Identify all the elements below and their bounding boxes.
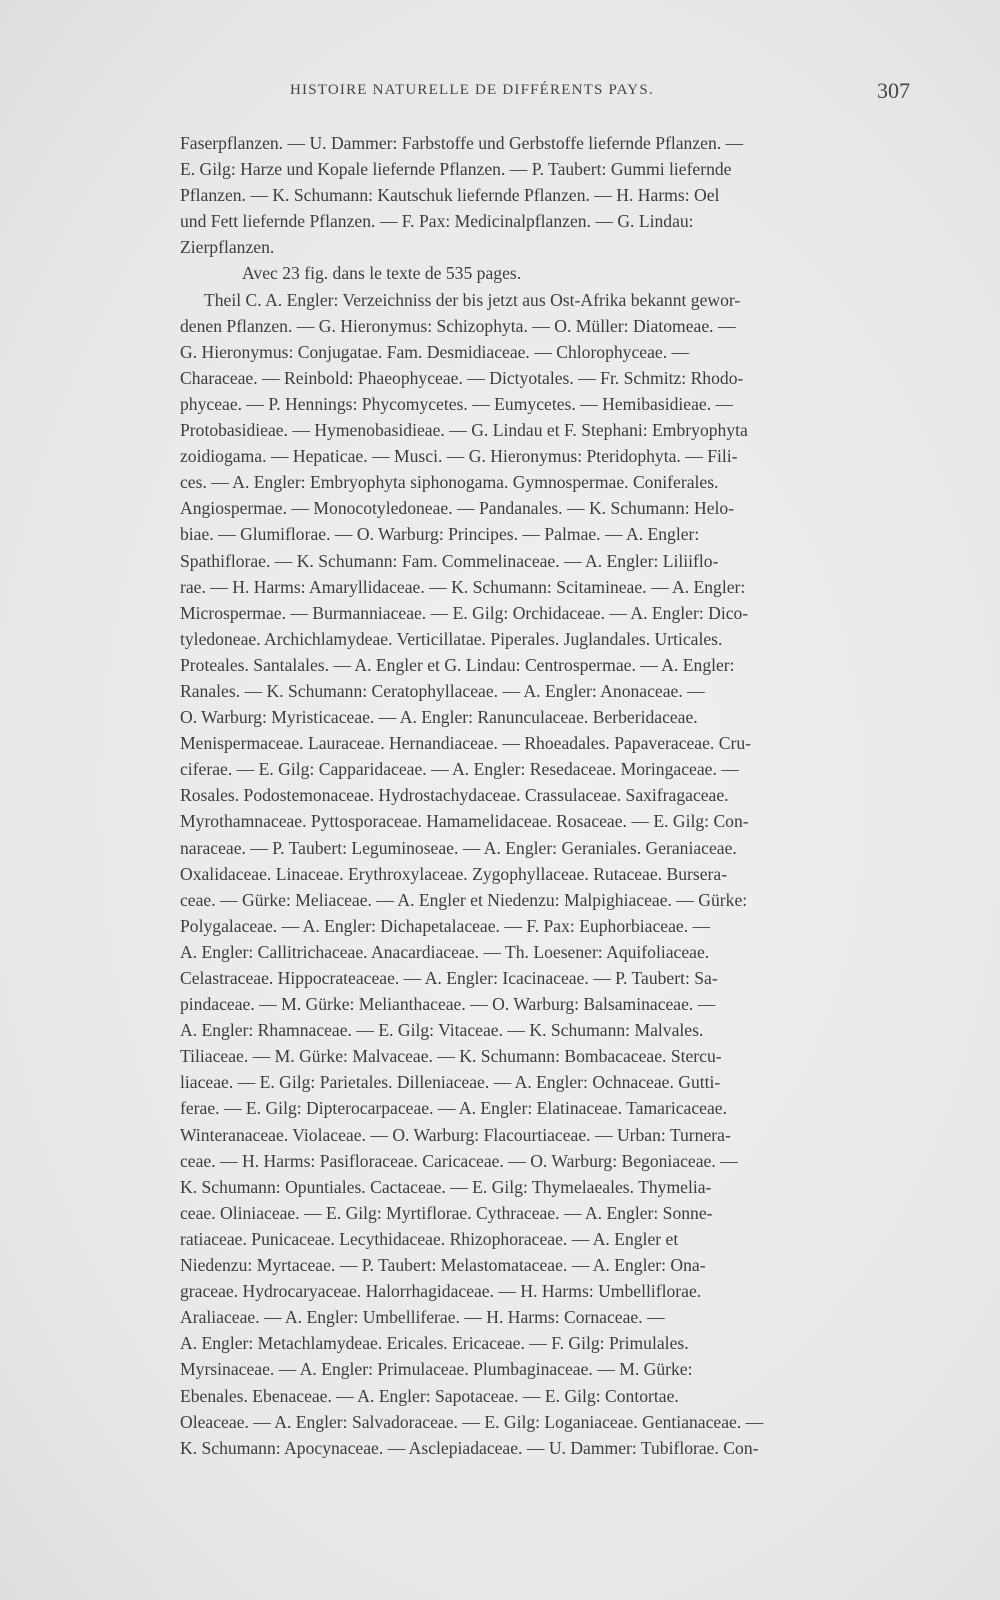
text-line: A. Engler: Metachlamydeae. Ericales. Ericaceae. — F. Gilg: Primulales.	[180, 1333, 689, 1354]
text-line: Ranales. — K. Schumann: Ceratophyllaceae. — A. Engler: Anonaceae. —	[180, 680, 705, 701]
text-line: liaceae. — E. Gilg: Parietales. Dilleniaceae. — A. Engler: Ochnaceae. Gutti-	[180, 1072, 721, 1093]
text-line: Niedenzu: Myrtaceae. — P. Taubert: Melastomataceae. — A. Engler: Ona-	[180, 1255, 706, 1276]
text-line: Protobasidieae. — Hymenobasidieae. — G. Lindau et F. Stephani: Embryophyta	[180, 420, 748, 441]
text-line: phyceae. — P. Hennings: Phycomycetes. — Eumycetes. — Hemibasidieae. —	[180, 393, 734, 414]
text-line: rae. — H. Harms: Amaryllidaceae. — K. Schumann: Scitamineae. — A. Engler:	[180, 576, 746, 597]
text-line: ceae. — H. Harms: Pasifloraceae. Caricaceae. — O. Warburg: Begoniaceae. —	[180, 1150, 738, 1171]
text-line: Myrothamnaceae. Pyttosporaceae. Hamamelidaceae. Rosaceae. — E. Gilg: Con-	[180, 811, 749, 832]
text-line: O. Warburg: Myristicaceae. — A. Engler: Ranunculaceae. Berberidaceae.	[180, 707, 698, 728]
text-line: Oleaceae. — A. Engler: Salvadoraceae. — E. Gilg: Loganiaceae. Gentianaceae. —	[180, 1411, 764, 1432]
text-line: und Fett liefernde Pflanzen. — F. Pax: Medicinalpflanzen. — G. Lindau:	[180, 211, 694, 232]
text-line: ciferae. — E. Gilg: Capparidaceae. — A. Engler: Resedaceae. Moringaceae. —	[180, 759, 739, 780]
body-text	[180, 130, 910, 1461]
text-line: ceae. — Gürke: Meliaceae. — A. Engler et Niedenzu: Malpighiaceae. — Gürke:	[180, 889, 748, 910]
text-line: Avec 23 fig. dans le texte de 535 pages.	[242, 263, 522, 284]
text-line: Tiliaceae. — M. Gürke: Malvaceae. — K. Schumann: Bombacaceae. Stercu-	[180, 1046, 722, 1067]
text-line: Winteranaceae. Violaceae. — O. Warburg: Flacourtiaceae. — Urban: Turnera-	[180, 1124, 731, 1145]
text-line: Menispermaceae. Lauraceae. Hernandiaceae. — Rhoeadales. Papaveraceae. Cru-	[180, 733, 751, 754]
text-line: A. Engler: Rhamnaceae. — E. Gilg: Vitaceae. — K. Schumann: Malvales.	[180, 1020, 704, 1041]
text-line: denen Pflanzen. — G. Hieronymus: Schizophyta. — O. Müller: Diatomeae. —	[180, 315, 736, 336]
running-title: HISTOIRE NATURELLE DE DIFFÉRENTS PAYS.	[290, 82, 654, 98]
text-line: Spathiflorae. — K. Schumann: Fam. Commelinaceae. — A. Engler: Liliiflo-	[180, 550, 719, 571]
text-line: ferae. — E. Gilg: Dipterocarpaceae. — A. Engler: Elatinaceae. Tamaricaceae.	[180, 1098, 727, 1119]
text-line: Araliaceae. — A. Engler: Umbelliferae. — H. Harms: Cornaceae. —	[180, 1307, 665, 1328]
page-header	[200, 78, 910, 108]
text-line: Theil C. A. Engler: Verzeichniss der bis jetzt aus Ost-Afrika bekannt gewor-	[204, 289, 741, 310]
text-line: Polygalaceae. — A. Engler: Dichapetalaceae. — F. Pax: Euphorbiaceae. —	[180, 915, 711, 936]
text-line: G. Hieronymus: Conjugatae. Fam. Desmidiaceae. — Chlorophyceae. —	[180, 341, 690, 362]
text-line: Faserpflanzen. — U. Dammer: Farbstoffe und Gerbstoffe liefernde Pflanzen. —	[180, 133, 744, 153]
text-line: Characeae. — Reinbold: Phaeophyceae. — Dictyotales. — Fr. Schmitz: Rhodo-	[180, 367, 744, 388]
text-line: Oxalidaceae. Linaceae. Erythroxylaceae. Zygophyllaceae. Rutaceae. Bursera-	[180, 863, 728, 884]
text-line: naraceae. — P. Taubert: Leguminoseae. — A. Engler: Geraniales. Geraniaceae.	[180, 837, 737, 858]
text-line: ceae. Oliniaceae. — E. Gilg: Myrtiflorae. Cythraceae. — A. Engler: Sonne-	[180, 1202, 713, 1223]
text-line: Celastraceae. Hippocrateaceae. — A. Engler: Icacinaceae. — P. Taubert: Sa-	[180, 968, 718, 988]
text-line: A. Engler: Callitrichaceae. Anacardiaceae. — Th. Loesener: Aquifoliaceae.	[180, 941, 710, 962]
text-line: ces. — A. Engler: Embryophyta siphonogama. Gymnospermae. Coniferales.	[180, 472, 719, 493]
text-line: biae. — Glumiflorae. — O. Warburg: Principes. — Palmae. — A. Engler:	[180, 524, 700, 545]
text-line: Myrsinaceae. — A. Engler: Primulaceae. Plumbaginaceae. — M. Gürke:	[180, 1359, 693, 1380]
text-line: Ebenales. Ebenaceae. — A. Engler: Sapotaceae. — E. Gilg: Contortae.	[180, 1385, 679, 1406]
text-line: graceae. Hydrocaryaceae. Halorrhagidaceae. — H. Harms: Umbelliflorae.	[180, 1281, 702, 1302]
text-line: zoidiogama. — Hepaticae. — Musci. — G. Hieronymus: Pteridophyta. — Fili-	[180, 446, 738, 467]
text-line: ratiaceae. Punicaceae. Lecythidaceae. Rhizophoraceae. — A. Engler et	[180, 1228, 679, 1249]
page-number: 307	[877, 78, 910, 103]
text-line: Rosales. Podostemonaceae. Hydrostachydaceae. Crassulaceae. Saxifragaceae.	[180, 785, 729, 806]
text-line: E. Gilg: Harze und Kopale liefernde Pflanzen. — P. Taubert: Gummi liefernde	[180, 159, 732, 180]
text-line: Zierpflanzen.	[180, 237, 275, 258]
text-line: Pflanzen. — K. Schumann: Kautschuk liefernde Pflanzen. — H. Harms: Oel	[180, 185, 720, 206]
text-line: K. Schumann: Opuntiales. Cactaceae. — E. Gilg: Thymelaeales. Thymelia-	[180, 1176, 712, 1197]
text-line: tyledoneae. Archichlamydeae. Verticillatae. Piperales. Juglandales. Urticales.	[180, 628, 723, 649]
text-line: Microspermae. — Burmanniaceae. — E. Gilg: Orchidaceae. — A. Engler: Dico-	[180, 602, 749, 623]
text-line: Angiospermae. — Monocotyledoneae. — Pandanales. — K. Schumann: Helo-	[180, 498, 735, 519]
text-line: Proteales. Santalales. — A. Engler et G. Lindau: Centrospermae. — A. Engler:	[180, 654, 735, 675]
text-line: K. Schumann: Apocynaceae. — Asclepiadaceae. — U. Dammer: Tubiflorae. Con-	[180, 1437, 759, 1458]
text-line: pindaceae. — M. Gürke: Melianthaceae. — O. Warburg: Balsaminaceae. —	[180, 994, 716, 1015]
